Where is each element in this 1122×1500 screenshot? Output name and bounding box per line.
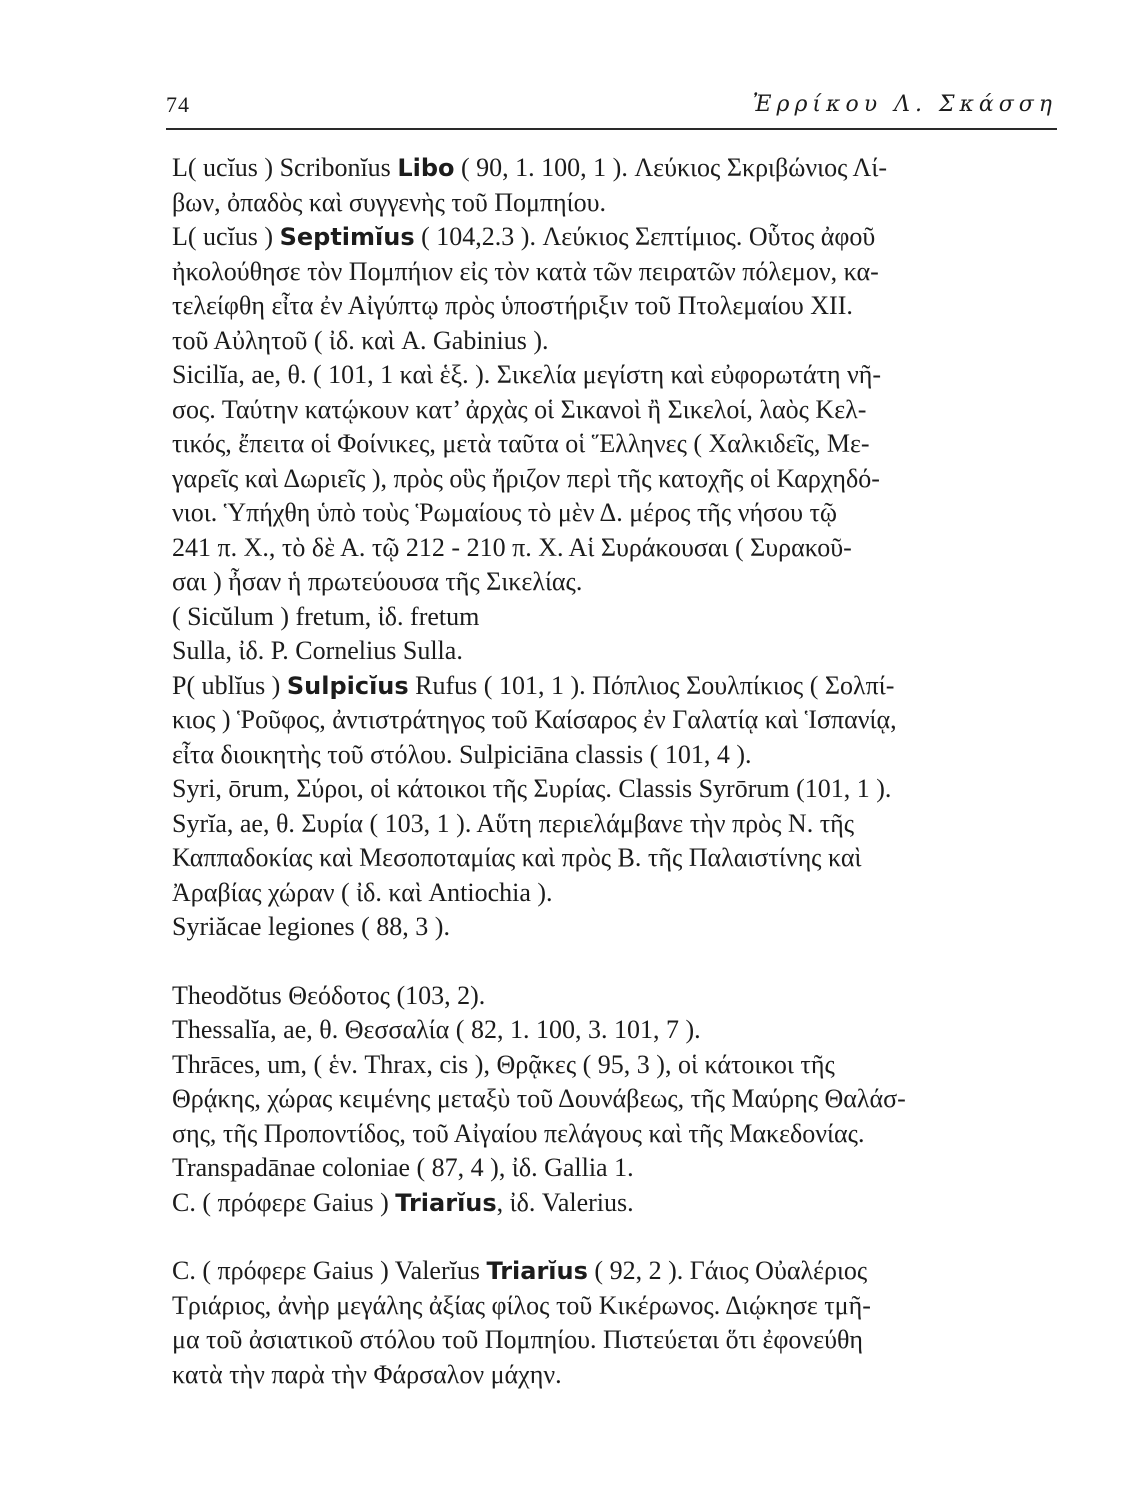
glossary-entry (172, 910, 1062, 945)
entry-text: Syri, ōrum, Σύροι, οἱ κάτοικοι τῆς Συρίας. Classis Syrōrum (101, 1 ). (172, 774, 892, 803)
entry-text: ἠκολούθησε τὸν Πομπήιον εἰς τὸν κατὰ τῶν πειρατῶν πόλεμον, κα- (172, 256, 879, 286)
entry-line (172, 738, 1062, 773)
entry-line (172, 1117, 1062, 1152)
glossary-entry (172, 1151, 1062, 1186)
entry-text: σης, τῆς Προποντίδος, τοῦ Αἰγαίου πελάγους καὶ τῆς Μακεδονίας. (172, 1118, 865, 1148)
entry-text: ( 92, 2 ). Γάιος Οὐαλέριος (587, 1256, 868, 1285)
entry-text: Theodŏtus Θεόδοτος (103, 2). (172, 980, 486, 1010)
entry-line (172, 1254, 1062, 1289)
glossary-text (172, 151, 1062, 1392)
entry-text: μα τοῦ ἀσιατικοῦ στόλου τοῦ Πομπηίου. Πιστεύεται ὅτι ἐφονεύθη (172, 1325, 864, 1354)
headword: Septimĭus (279, 223, 415, 251)
entry-line (172, 531, 1062, 566)
glossary-entry (172, 600, 1062, 635)
entry-line (172, 565, 1062, 600)
entry-line (172, 1358, 1062, 1393)
entry-text: τελείφθη εἶτα ἐν Αἰγύπτῳ πρὸς ὑποστήριξιν τοῦ Πτολεμαίου XII. (172, 291, 853, 320)
entry-line (172, 772, 1062, 807)
page-number: 74 (166, 92, 190, 117)
entry-line (172, 1082, 1062, 1117)
entry-line (172, 220, 1062, 255)
entry-line (172, 496, 1062, 531)
entry-line (172, 324, 1062, 359)
entry-text: τοῦ Αὐλητοῦ ( ἰδ. καὶ A. Gabinius ). (172, 325, 549, 355)
section-gap (172, 945, 1062, 979)
entry-text: σαι ) ἦσαν ἡ πρωτεύουσα τῆς Σικελίας. (172, 567, 583, 596)
entry-line (172, 910, 1062, 945)
entry-text: εἶτα διοικητὴς τοῦ στόλου. Sulpiciāna classis ( 101, 4 ). (172, 739, 752, 769)
glossary-entry (172, 1048, 1062, 1152)
entry-text: ( Sicŭlum ) fretum, ἰδ. fretum (172, 601, 480, 631)
entry-line (172, 462, 1062, 497)
glossary-entry (172, 1186, 1062, 1221)
section-gap (172, 1220, 1062, 1254)
headword: Triarĭus (395, 1188, 497, 1217)
entry-text: Transpadānae coloniae ( 87, 4 ), ἰδ. Gallia 1. (172, 1153, 634, 1182)
entry-text: Θρᾴκης, χώρας κειμένης μεταξὺ τοῦ Δουνάβεως, τῆς Μαύρης Θαλάσ- (172, 1084, 906, 1113)
glossary-entry (172, 1254, 1062, 1392)
entry-text: L( ucĭus ) (172, 222, 280, 251)
entry-line (172, 1289, 1062, 1324)
header-rule (166, 128, 1057, 130)
entry-line (172, 186, 1062, 221)
entry-text: γαρεῖς καὶ Δωριεῖς ), πρὸς οὓς ἤριζον περὶ τῆς κατοχῆς οἱ Καρχηδό- (172, 463, 880, 493)
entry-text: κατὰ τὴν παρὰ τὴν Φάρσαλον μάχην. (172, 1359, 562, 1389)
entry-line (172, 1323, 1062, 1358)
entry-line (172, 1151, 1062, 1186)
entry-text: Syriăcae legiones ( 88, 3 ). (172, 912, 450, 941)
entry-line (172, 876, 1062, 911)
entry-text: Thrāces, um, ( ἑν. Thrax, cis ), Θρᾷκες ( 95, 3 ), οἱ κάτοικοι τῆς (172, 1049, 835, 1079)
entry-line (172, 669, 1062, 704)
entry-text: C. ( πρόφερε Gaius ) Valerĭus (172, 1256, 487, 1285)
entry-text: τικός, ἔπειτα οἱ Φοίνικες, μετὰ ταῦτα οἱ Ἕλληνες ( Χαλκιδεῖς, Με- (172, 429, 870, 458)
entry-line (172, 703, 1062, 738)
entry-line (172, 427, 1062, 462)
glossary-entry (172, 151, 1062, 220)
entry-text: 241 π. Χ., τὸ δὲ Α. τῷ 212 - 210 π. Χ. Αἱ Συράκουσαι ( Συρακοῦ- (172, 532, 852, 562)
entry-text: C. ( πρόφερε Gaius ) (172, 1187, 396, 1217)
entry-text: ( 90, 1. 100, 1 ). Λεύκιος Σκριβώνιος Λί- (454, 153, 888, 182)
entry-text: σος. Ταύτην κατῴκουν κατ’ ἀρχὰς οἱ Σικανοὶ ἢ Σικελοί, λαὸς Κελ- (172, 394, 867, 424)
glossary-entry (172, 220, 1062, 358)
entry-line (172, 1048, 1062, 1083)
entry-line (172, 151, 1062, 186)
headword: Sulpicĭus (286, 671, 409, 700)
entry-line (172, 289, 1062, 324)
entry-line (172, 807, 1062, 842)
entry-line (172, 358, 1062, 393)
entry-text: P( ublĭus ) (172, 670, 287, 700)
entry-text: Thessalĭa, ae, θ. Θεσσαλία ( 82, 1. 100, 3. 101, 7 ). (172, 1015, 701, 1044)
glossary-entry (172, 634, 1062, 669)
glossary-entry (172, 807, 1062, 911)
entry-text: Τριάριος, ἀνὴρ μεγάλης ἀξίας φίλος τοῦ Κικέρωνος. Διῴκησε τμῆ- (172, 1290, 871, 1320)
headword: Triarĭus (486, 1257, 588, 1285)
entry-text: βων, ὀπαδὸς καὶ συγγενὴς τοῦ Πομπηίου. (172, 187, 607, 217)
glossary-entry (172, 772, 1062, 807)
entry-line (172, 600, 1062, 635)
entry-text: κιος ) Ῥοῦφος, ἀντιστράτηγος τοῦ Καίσαρος ἐν Γαλατίᾳ καὶ Ἱσπανίᾳ, (172, 705, 897, 734)
entry-line (172, 634, 1062, 669)
entry-line (172, 979, 1062, 1014)
entry-line (172, 1186, 1062, 1221)
entry-text: Sicilĭa, ae, θ. ( 101, 1 καὶ ἑξ. ). Σικελία μεγίστη καὶ εὐφορωτάτη νῆ- (172, 360, 882, 389)
entry-text: L( ucĭus ) Scribonĭus (172, 153, 398, 182)
glossary-entry (172, 358, 1062, 600)
entry-line (172, 393, 1062, 428)
entry-text: , ἰδ. Valerius. (496, 1187, 634, 1217)
entry-text: Syrĭa, ae, θ. Συρία ( 103, 1 ). Αὕτη περιελάμβανε τὴν πρὸς Ν. τῆς (172, 808, 855, 838)
entry-text: Sulla, ἰδ. P. Cornelius Sulla. (172, 636, 463, 665)
running-title: Ἐρρίκου Λ. Σκάσση (752, 92, 1057, 117)
entry-text: Καππαδοκίας καὶ Μεσοποταμίας καὶ πρὸς Β. τῆς Παλαιστίνης καὶ (172, 843, 862, 872)
entry-text: Ἀραβίας χώραν ( ἰδ. καὶ Antiochia ). (172, 877, 553, 907)
entry-line (172, 1013, 1062, 1048)
entry-text: ( 104,2.3 ). Λεύκιος Σεπτίμιος. Οὗτος ἀφοῦ (414, 222, 876, 251)
entry-text: Rufus ( 101, 1 ). Πόπλιος Σουλπίκιος ( Σολπί- (408, 670, 895, 700)
entry-line (172, 841, 1062, 876)
entry-line (172, 255, 1062, 290)
running-header (166, 92, 1057, 128)
headword: Libo (397, 154, 455, 182)
glossary-entry (172, 979, 1062, 1014)
glossary-entry (172, 1013, 1062, 1048)
entry-text: νιοι. Ὑπήχθη ὑπὸ τοὺς Ῥωμαίους τὸ μὲν Δ. μέρος τῆς νήσου τῷ (172, 498, 838, 527)
glossary-entry (172, 669, 1062, 773)
